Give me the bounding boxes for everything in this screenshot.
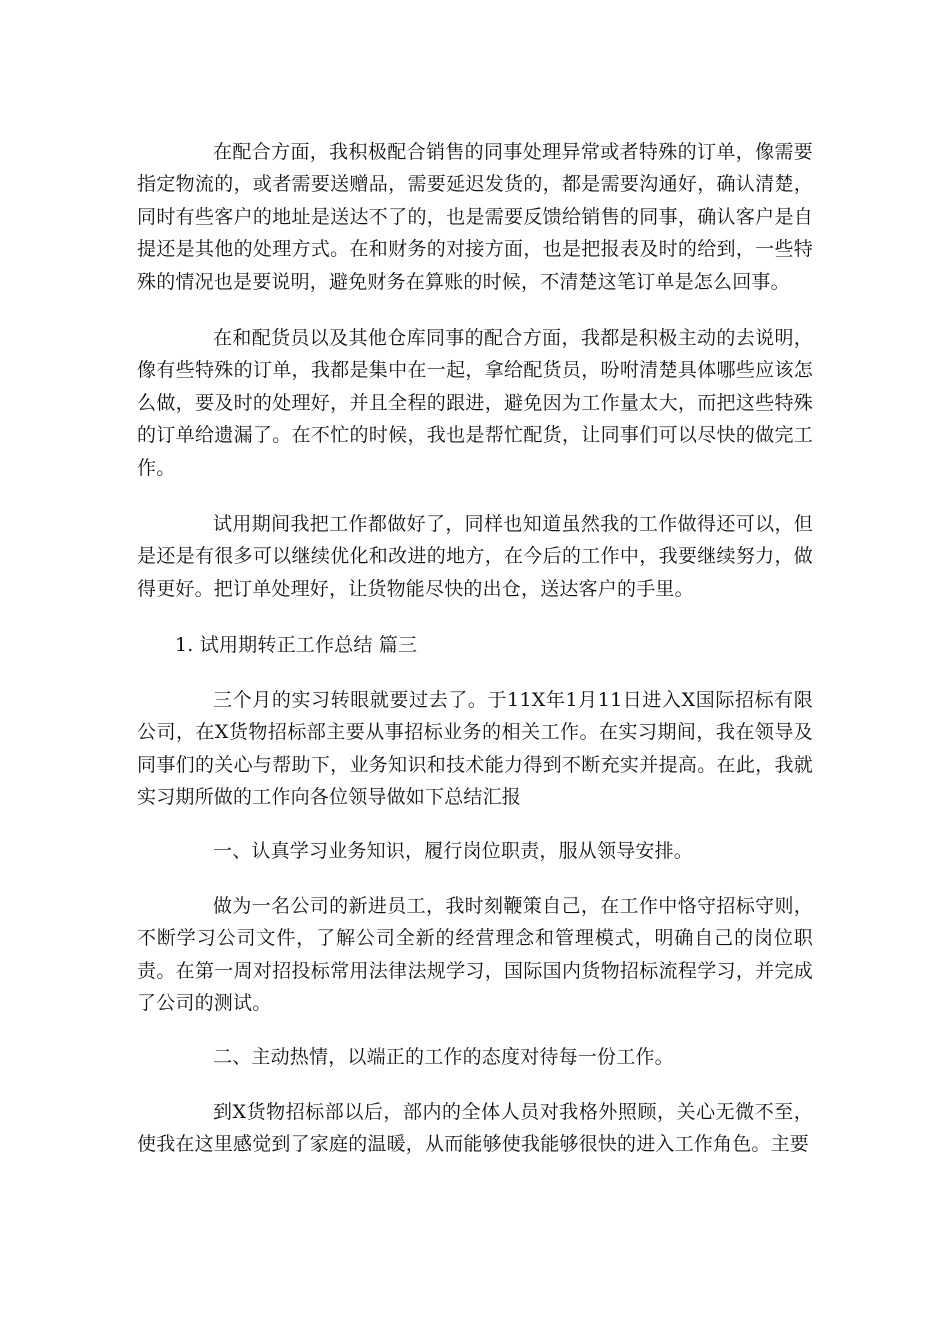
paragraph-cooperation-warehouse: 在和配货员以及其他仓库同事的配合方面，我都是积极主动的去说明，像有些特殊的订单，我都是集中在一起，拿给配货员，吩咐清楚具体哪些应该怎么做，要及时的处理好，并且全程的跟进，避免因为工作量太大，而把这些特殊的订单给遗漏了。在不忙的时候，我也是帮忙配货，让同事们可以尽快的做完工作。 — [137, 327, 813, 479]
section-heading: 1. 试用期转正工作总结 篇三 — [175, 634, 418, 657]
subheading-one: 一、认真学习业务知识，履行岗位职责，服从领导安排。 — [213, 840, 694, 863]
paragraph-internship-intro: 三个月的实习转眼就要过去了。于11X年1月11日进入X国际招标有限公司，在X货物招标部主要从事招标业务的相关工作。在实习期间，我在领导及同事们的关心与帮助下，业务知识和技术能力得到不断充实并提高。在此，我就实习期所做的工作向各位领导做如下总结汇报 — [137, 688, 813, 808]
paragraph-cooperation-sales: 在配合方面，我积极配合销售的同事处理异常或者特殊的订单，像需要指定物流的，或者需要送赠品，需要延迟发货的，都是需要沟通好，确认清楚，同时有些客户的地址是送达不了的，也是需要反馈给销售的同事，确认客户是自提还是其他的处理方式。在和财务的对接方面，也是把报表及时的给到，一些特殊的情况也是要说明，避免财务在算账的时候，不清楚这笔订单是怎么回事。 — [137, 141, 813, 293]
document-body — [137, 136, 813, 1161]
paragraph-probation-summary: 试用期间我把工作都做好了，同样也知道虽然我的工作做得还可以，但是还是有很多可以继续优化和改进的地方，在今后的工作中，我要继续努力，做得更好。把订单处理好，让货物能尽快的出仓，送达客户的手里。 — [137, 513, 813, 600]
subheading-two: 二、主动热情，以端正的工作的态度对待每一份工作。 — [213, 1046, 674, 1069]
paragraph-learning: 做为一名公司的新进员工，我时刻鞭策自己，在工作中恪守招标守则，不断学习公司文件，了解公司全新的经营理念和管理模式，明确自己的岗位职责。在第一周对招投标常用法律法规学习，国际国内货物招标流程学习，并完成了公司的测试。 — [137, 894, 813, 1014]
paragraph-department: 到X货物招标部以后，部内的全体人员对我格外照顾，关心无微不至，使我在这里感觉到了家庭的温暖，从而能够使我能够很快的进入工作角色。主要 — [137, 1100, 813, 1156]
